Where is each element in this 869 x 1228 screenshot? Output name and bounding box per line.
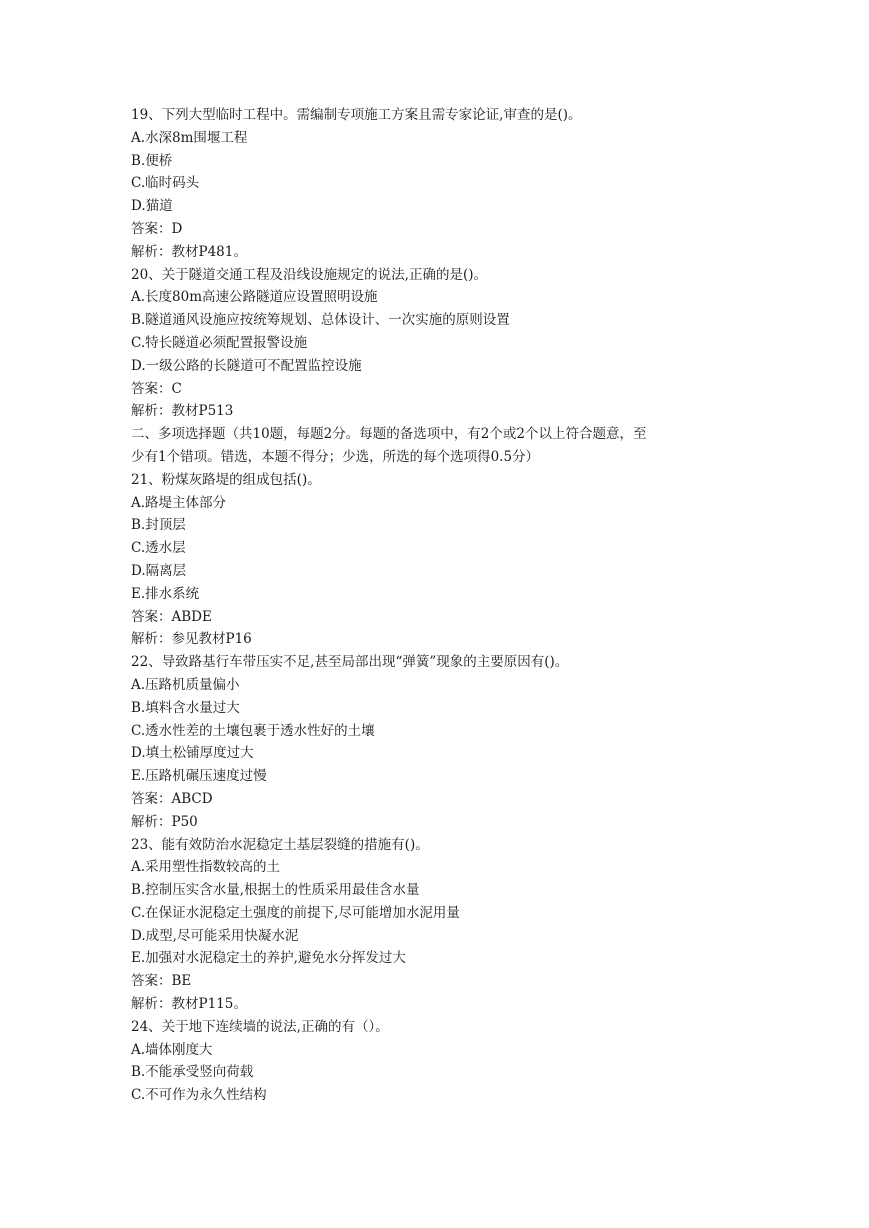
q23-explanation: 解析：教材P115。	[131, 996, 247, 1013]
q22-answer: 答案：ABCD	[131, 790, 213, 807]
q21-option-b: B.封顶层	[131, 517, 186, 534]
q22-option-c: C.透水性差的土壤包裹于透水性好的土壤	[131, 722, 375, 739]
q24-option-c: C.不可作为永久性结构	[131, 1087, 267, 1104]
q24-option-b: B.不能承受竖向荷载	[131, 1064, 254, 1081]
q24-option-a: A.墙体刚度大	[131, 1041, 213, 1058]
question-24: 24、关于地下连续墙的说法,正确的有（）。	[131, 1018, 389, 1035]
document-body	[131, 104, 751, 1107]
q23-option-a: A.采用塑性指数较高的土	[131, 859, 281, 876]
question-23: 23、能有效防治水泥稳定土基层裂缝的措施有()。	[131, 836, 429, 853]
q19-option-a: A.水深8m围堰工程	[131, 129, 248, 146]
q20-option-b: B.隧道通风设施应按统筹规划、总体设计、一次实施的原则设置	[131, 312, 510, 329]
question-22: 22、导致路基行车带压实不足,甚至局部出现“弹簧”现象的主要原因有()。	[131, 654, 569, 671]
section-heading-continued: 少有1个错项。错选，本题不得分；少选，所选的每个选项得0.5分）	[131, 448, 540, 465]
q23-option-c: C.在保证水泥稳定土强度的前提下,尽可能增加水泥用量	[131, 904, 460, 921]
q21-option-c: C.透水层	[131, 540, 186, 557]
question-19: 19、下列大型临时工程中。需编制专项施工方案且需专家论证,审查的是()。	[131, 107, 582, 123]
q22-option-a: A.压路机质量偏小	[131, 676, 240, 693]
q21-option-d: D.隔离层	[131, 562, 187, 579]
q19-option-b: B.便桥	[131, 152, 173, 169]
section-heading-multiple-choice: 二、多项选择题（共10题，每题2分。每题的备选项中，有2个或2个以上符合题意，至	[131, 426, 647, 443]
q21-explanation: 解析：参见教材P16	[131, 631, 252, 648]
q22-option-b: B.填料含水量过大	[131, 699, 240, 716]
q23-option-b: B.控制压实含水量,根据土的性质采用最佳含水量	[131, 882, 420, 899]
q22-explanation: 解析：P50	[131, 813, 198, 830]
q20-explanation: 解析：教材P513	[131, 403, 234, 420]
q20-option-a: A.长度80m高速公路隧道应设置照明设施	[131, 289, 378, 306]
q23-answer: 答案：BE	[131, 973, 192, 990]
q22-option-e: E.压路机碾压速度过慢	[131, 768, 267, 785]
q23-option-d: D.成型,尽可能采用快凝水泥	[131, 927, 299, 944]
q19-option-c: C.临时码头	[131, 175, 200, 192]
q23-option-e: E.加强对水泥稳定土的养护,避免水分挥发过大	[131, 950, 406, 967]
question-21: 21、粉煤灰路堤的组成包括()。	[131, 471, 321, 488]
q20-answer: 答案：C	[131, 380, 182, 397]
q19-option-d: D.猫道	[131, 198, 173, 215]
q22-option-d: D.填土松铺厚度过大	[131, 745, 254, 762]
question-20: 20、关于隧道交通工程及沿线设施规定的说法,正确的是()。	[131, 266, 488, 283]
q20-option-d: D.一级公路的长隧道可不配置监控设施	[131, 357, 362, 374]
q19-explanation: 解析：教材P481。	[131, 243, 247, 260]
q21-answer: 答案：ABDE	[131, 608, 212, 625]
q21-option-e: E.排水系统	[131, 585, 200, 602]
q20-option-c: C.特长隧道必须配置报警设施	[131, 334, 308, 351]
q19-answer: 答案：D	[131, 220, 183, 237]
q21-option-a: A.路堤主体部分	[131, 494, 227, 511]
